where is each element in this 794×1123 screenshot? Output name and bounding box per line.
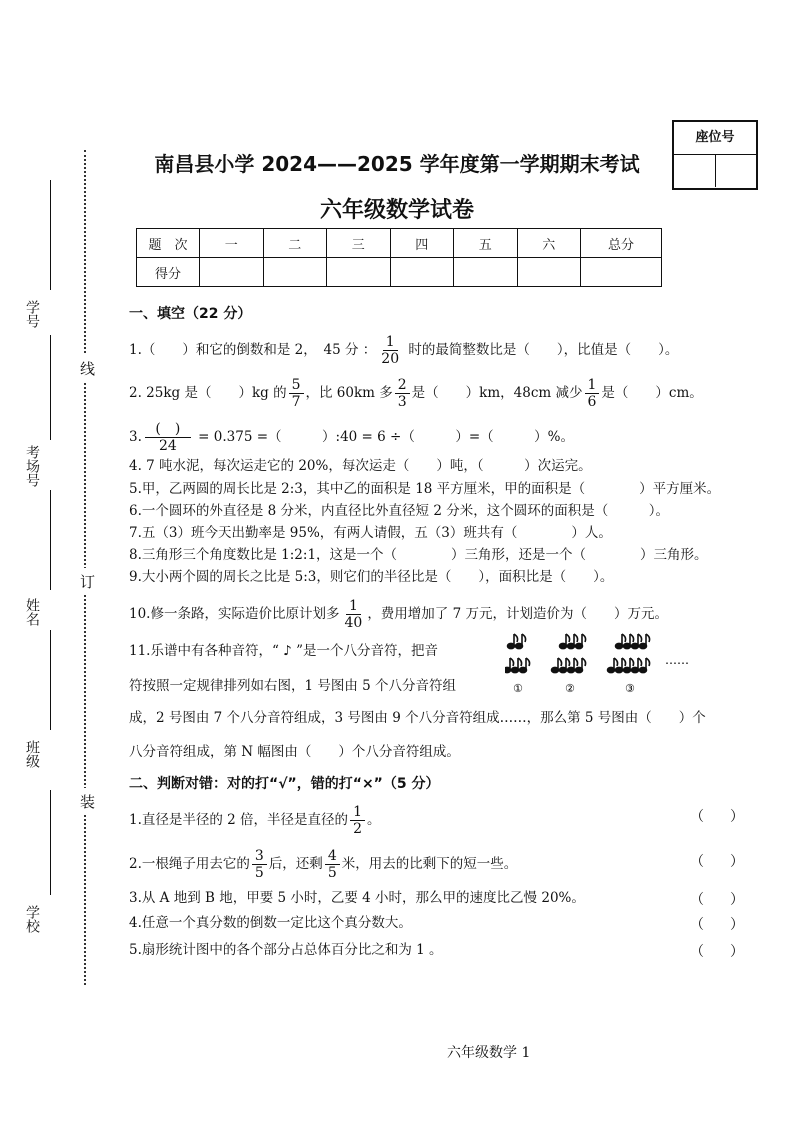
q2-text-d: 是（ ）cm。 xyxy=(601,385,703,401)
question-1 xyxy=(129,334,678,367)
note-pattern-figure xyxy=(505,632,705,704)
question-11-line-4: 八分音符组成，第 N 幅图由（ ）个八分音符组成。 xyxy=(129,744,460,760)
score-header-cell: 六 xyxy=(517,229,581,258)
j1-text-a: 1.直径是半径的 2 倍，半径是直径的 xyxy=(129,812,349,828)
q2-text-c: 是（ ）km，48cm 减少 xyxy=(411,385,583,401)
score-header-cell: 三 xyxy=(327,229,391,258)
section2-heading: 二、判断对错：对的打“√”，错的打“×”（5 分） xyxy=(129,776,440,792)
j2-text-a: 2.一根绳子用去它的 xyxy=(129,856,250,872)
score-header-cell: 四 xyxy=(390,229,454,258)
fraction: $\frac{1}{20}$ xyxy=(381,334,400,367)
section1-heading: 一、填空（22 分） xyxy=(129,306,252,322)
judge-3: 3.从 A 地到 B 地，甲要 5 小时，乙要 4 小时，那么甲的速度比乙慢 20%。 xyxy=(129,890,585,906)
score-header-cell: 二 xyxy=(263,229,327,258)
student-id-label: 学号 xyxy=(24,300,40,328)
score-header-cell: 题 次 xyxy=(137,229,200,258)
score-row-label: 得分 xyxy=(137,258,200,287)
j2-text-b: 后，还剩 xyxy=(268,856,323,872)
answer-paren-3[interactable]: （ ） xyxy=(690,892,744,908)
fraction: $\frac{2}{3}$ xyxy=(395,377,410,410)
score-cell[interactable] xyxy=(390,258,454,287)
exam-room-line xyxy=(50,335,51,440)
school-line xyxy=(50,790,51,895)
fraction: $\frac{3}{5}$ xyxy=(252,848,267,881)
question-6: 6.一个圆环的外直径是 8 分米，内直径比外直径短 2 分米，这个圆环的面积是（ ）。 xyxy=(129,503,669,519)
answer-paren-5[interactable]: （ ） xyxy=(690,944,744,960)
exam-subtitle: 六年级数学试卷 xyxy=(319,198,474,223)
school-label: 学校 xyxy=(24,905,40,933)
judge-2 xyxy=(129,848,517,881)
q10-text-a: 10.修一条路，实际造价比原计划多 xyxy=(129,606,340,622)
class-line xyxy=(50,630,51,730)
question-2 xyxy=(129,377,703,410)
score-header-cell: 五 xyxy=(454,229,518,258)
question-7: 7.五（3）班今天出勤率是 95%，有两人请假，五（3）班共有（ ）人。 xyxy=(129,525,612,541)
q1-text-a: 1.（ ）和它的倒数和是 2， 45 分 ： xyxy=(129,342,377,358)
note-pattern-svg xyxy=(505,632,705,704)
score-header-cell: 总分 xyxy=(581,229,662,258)
judge-1 xyxy=(129,804,380,837)
exam-room-label: 考场号 xyxy=(24,445,40,487)
judge-4: 4.任意一个真分数的倒数一定比这个真分数大。 xyxy=(129,915,412,931)
page-footer: 六年级数学 1 xyxy=(447,1045,531,1061)
j2-text-c: 米，用去的比剩下的短一些。 xyxy=(341,856,518,872)
q3-text-b: = 0.375 =（ ）:40 = 6 ÷（ ）=（ ）%。 xyxy=(193,429,574,445)
q10-text-b: ，费用增加了 7 万元，计划造价为（ ）万元。 xyxy=(367,606,668,622)
question-11-line-3: 成，2 号图由 7 个八分音符组成，3 号图由 9 个八分音符组成……，那么第 5 号图由（ ）个 xyxy=(129,710,706,726)
score-table xyxy=(136,228,662,287)
score-cell[interactable] xyxy=(200,258,264,287)
binding-char-line: 线 xyxy=(80,355,95,382)
figure-ellipsis: …… xyxy=(665,653,689,667)
question-4: 4. 7 吨水泥，每次运走它的 20%，每次运走（ ）吨，（ ）次运完。 xyxy=(129,458,592,474)
note-group-3 xyxy=(608,634,650,673)
score-cell[interactable] xyxy=(263,258,327,287)
q2-text-a: 2. 25kg 是（ ）kg 的 xyxy=(129,385,287,401)
j1-text-b: 。 xyxy=(366,812,381,828)
name-line xyxy=(50,490,51,590)
fraction: $\frac{1}{2}$ xyxy=(350,804,365,837)
class-label: 班级 xyxy=(24,740,40,768)
binding-char-bind: 装 xyxy=(80,788,95,815)
question-3 xyxy=(129,421,574,454)
question-8: 8.三角形三个角度数比是 1:2:1，这是一个（ ）三角形，还是一个（ ）三角形。 xyxy=(129,547,708,563)
note-group-2 xyxy=(552,634,586,673)
q2-text-b: ，比 60km 多 xyxy=(305,385,393,401)
score-cell[interactable] xyxy=(327,258,391,287)
fraction: $\frac{( )}{24}$ xyxy=(144,421,192,454)
fraction: $\frac{1}{40}$ xyxy=(344,598,363,631)
binding-char-staple: 订 xyxy=(80,568,95,595)
seat-number-label: 座位号 xyxy=(674,122,756,155)
answer-paren-2[interactable]: （ ） xyxy=(690,854,744,870)
figure-number-3: ③ xyxy=(625,682,635,695)
score-table-header-row xyxy=(137,229,662,258)
figure-number-2: ② xyxy=(565,682,575,695)
question-10 xyxy=(129,598,668,631)
question-11-line-1: 11.乐谱中有各种音符，“ ♪ ”是一个八分音符，把音 xyxy=(129,643,438,659)
question-9: 9.大小两个圆的周长之比是 5:3，则它们的半径比是（ ），面积比是（ ）。 xyxy=(129,569,614,585)
score-cell[interactable] xyxy=(581,258,662,287)
judge-5: 5.扇形统计图中的各个部分占总体百分比之和为 1 。 xyxy=(129,942,443,958)
name-label: 姓名 xyxy=(24,598,40,626)
fraction: $\frac{4}{5}$ xyxy=(325,848,340,881)
fraction: $\frac{1}{6}$ xyxy=(585,377,600,410)
answer-paren-4[interactable]: （ ） xyxy=(690,917,744,933)
exam-title: 南昌县小学 2024——2025 学年度第一学期期末考试 xyxy=(154,152,640,176)
question-11-line-2: 符按照一定规律排列如右图，1 号图由 5 个八分音符组 xyxy=(129,678,457,694)
score-header-cell: 一 xyxy=(200,229,264,258)
figure-number-1: ① xyxy=(513,682,523,695)
fraction: $\frac{5}{7}$ xyxy=(289,377,304,410)
answer-paren-1[interactable]: （ ） xyxy=(690,809,744,825)
note-group-1 xyxy=(505,634,530,673)
q3-text-a: 3. xyxy=(129,429,142,445)
q1-text-b: 时的最简整数比是（ ），比值是（ ）。 xyxy=(404,342,679,358)
score-table-score-row xyxy=(137,258,662,287)
question-5: 5.甲，乙两圆的周长比是 2:3，其中乙的面积是 18 平方厘米，甲的面积是（ ）平方厘米。 xyxy=(129,481,721,497)
score-cell[interactable] xyxy=(454,258,518,287)
score-cell[interactable] xyxy=(517,258,581,287)
